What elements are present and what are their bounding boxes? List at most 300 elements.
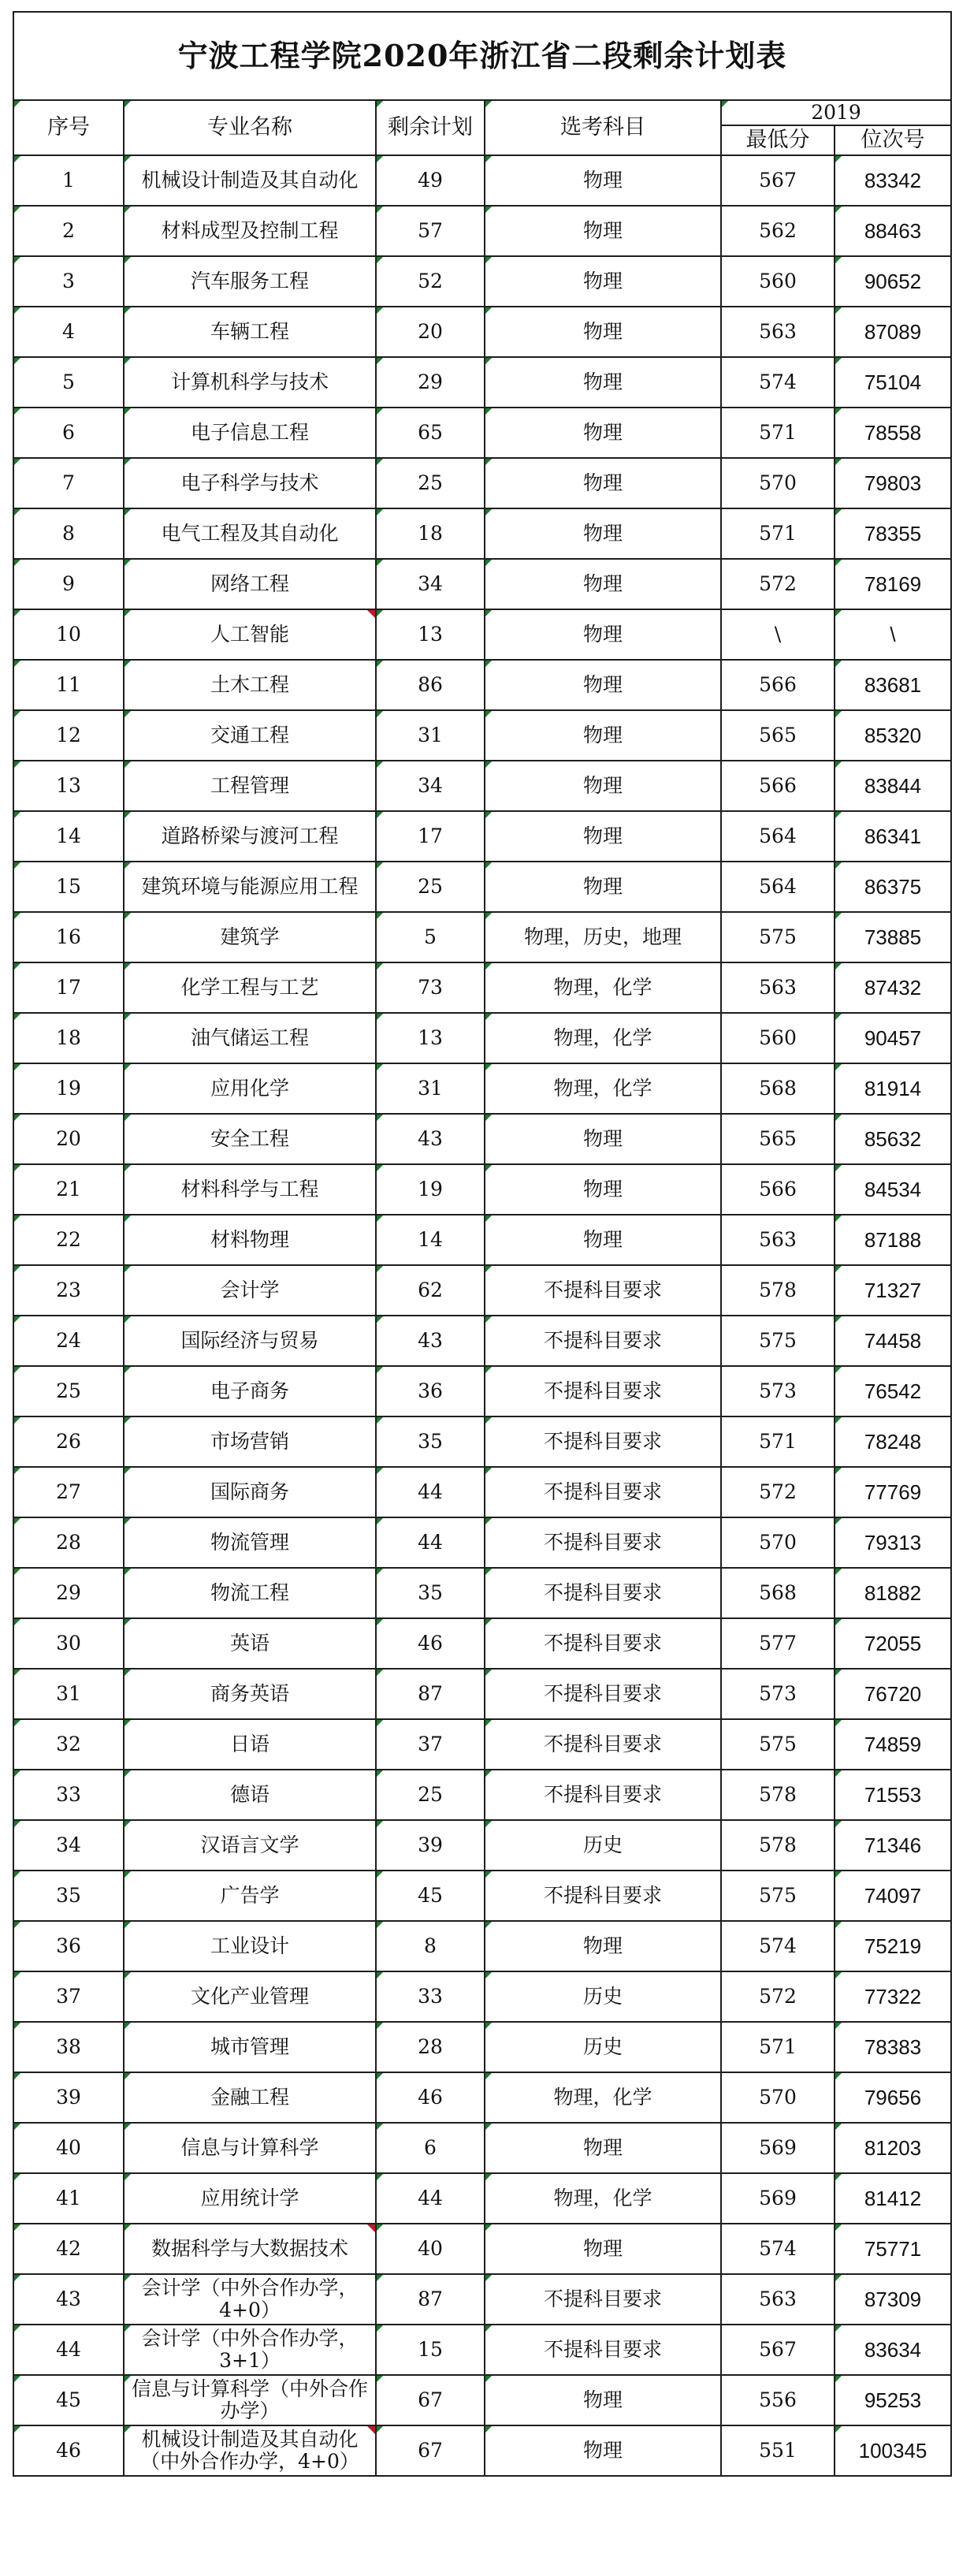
table-row: [13, 1164, 951, 1215]
row-index: 27: [13, 1467, 124, 1517]
row-rank: 90652: [835, 256, 951, 307]
row-plan: 39: [376, 1820, 485, 1871]
row-plan: 36: [376, 1366, 485, 1416]
row-major: 电子信息工程: [124, 408, 376, 458]
row-rank: 83342: [835, 155, 951, 206]
row-plan: 34: [376, 559, 485, 609]
row-major: 道路桥梁与渡河工程: [124, 811, 376, 862]
header-year: 2019: [721, 100, 951, 125]
row-index: 20: [13, 1114, 124, 1164]
row-plan: 25: [376, 458, 485, 508]
row-rank: 77322: [835, 1971, 951, 2022]
row-major: 应用化学: [124, 1063, 376, 1114]
row-plan: 57: [376, 206, 485, 256]
remaining-plan-sheet: [13, 11, 950, 2477]
row-major: 会计学（中外合作办学，4+0）: [124, 2274, 376, 2325]
row-subjects: 不提科目要求: [485, 2325, 721, 2375]
row-subjects: 物理: [485, 2123, 721, 2173]
row-index: 37: [13, 1971, 124, 2022]
header-major: 专业名称: [124, 100, 376, 155]
row-rank: 90457: [835, 1013, 951, 1063]
row-major: 英语: [124, 1618, 376, 1669]
row-min-score: 575: [721, 1316, 835, 1366]
row-rank: 81882: [835, 1568, 951, 1618]
row-subjects: 物理，化学: [485, 1013, 721, 1063]
row-rank: 76542: [835, 1366, 951, 1416]
row-plan: 28: [376, 2022, 485, 2072]
row-major: 建筑学: [124, 912, 376, 962]
row-index: 31: [13, 1669, 124, 1719]
row-plan: 34: [376, 761, 485, 811]
row-plan: 31: [376, 1063, 485, 1114]
row-index: 24: [13, 1316, 124, 1366]
row-subjects: 历史: [485, 1971, 721, 2022]
row-rank: 81203: [835, 2123, 951, 2173]
row-subjects: 物理: [485, 1921, 721, 1971]
row-index: 14: [13, 811, 124, 862]
row-subjects: 物理: [485, 811, 721, 862]
row-min-score: 572: [721, 1467, 835, 1517]
row-min-score: 572: [721, 559, 835, 609]
row-plan: 15: [376, 2325, 485, 2375]
row-subjects: 物理: [485, 761, 721, 811]
row-index: 7: [13, 458, 124, 508]
table-row: [13, 2123, 951, 2173]
row-major: 广告学: [124, 1871, 376, 1921]
row-rank: 83681: [835, 660, 951, 710]
row-subjects: 物理: [485, 458, 721, 508]
row-min-score: 574: [721, 2224, 835, 2274]
row-rank: 74458: [835, 1316, 951, 1366]
row-index: 9: [13, 559, 124, 609]
row-plan: 18: [376, 508, 485, 559]
row-min-score: 560: [721, 256, 835, 307]
row-rank: 81914: [835, 1063, 951, 1114]
row-major: 安全工程: [124, 1114, 376, 1164]
table-row: [13, 1063, 951, 1114]
row-min-score: 570: [721, 2072, 835, 2123]
row-min-score: 575: [721, 912, 835, 962]
row-min-score: 571: [721, 1416, 835, 1467]
row-rank: \: [835, 609, 951, 660]
table-row: [13, 1517, 951, 1568]
row-subjects: 物理: [485, 2224, 721, 2274]
table-row: [13, 1316, 951, 1366]
row-major: 国际商务: [124, 1467, 376, 1517]
row-rank: 85320: [835, 710, 951, 761]
row-subjects: 不提科目要求: [485, 1719, 721, 1770]
row-plan: 37: [376, 1719, 485, 1770]
row-min-score: 563: [721, 1215, 835, 1265]
table-row: [13, 1921, 951, 1971]
row-subjects: 物理: [485, 256, 721, 307]
row-major: 会计学（中外合作办学，3+1）: [124, 2325, 376, 2375]
row-major: 建筑环境与能源应用工程: [124, 862, 376, 912]
row-min-score: 574: [721, 1921, 835, 1971]
header-index: 序号: [13, 100, 124, 155]
row-plan: 20: [376, 307, 485, 357]
row-plan: 49: [376, 155, 485, 206]
row-min-score: 556: [721, 2375, 835, 2425]
table-row: [13, 256, 951, 307]
table-row: [13, 1568, 951, 1618]
row-subjects: 物理: [485, 862, 721, 912]
row-index: 10: [13, 609, 124, 660]
row-min-score: 571: [721, 2022, 835, 2072]
table-row: [13, 1770, 951, 1820]
row-index: 6: [13, 408, 124, 458]
row-plan: 44: [376, 1467, 485, 1517]
row-major: 土木工程: [124, 660, 376, 710]
row-min-score: 567: [721, 155, 835, 206]
row-min-score: 551: [721, 2425, 835, 2476]
row-min-score: 575: [721, 1719, 835, 1770]
row-rank: 79803: [835, 458, 951, 508]
table-row: [13, 508, 951, 559]
row-subjects: 物理，历史，地理: [485, 912, 721, 962]
row-rank: 78169: [835, 559, 951, 609]
row-major: 会计学: [124, 1265, 376, 1316]
table-row: [13, 2224, 951, 2274]
row-major: 人工智能: [124, 609, 376, 660]
row-rank: 83634: [835, 2325, 951, 2375]
row-major: 汉语言文学: [124, 1820, 376, 1871]
row-index: 21: [13, 1164, 124, 1215]
row-min-score: 567: [721, 2325, 835, 2375]
table-row: [13, 1013, 951, 1063]
row-plan: 86: [376, 660, 485, 710]
row-major: 文化产业管理: [124, 1971, 376, 2022]
table-row: [13, 609, 951, 660]
row-subjects: 物理: [485, 1215, 721, 1265]
row-major: 应用统计学: [124, 2173, 376, 2224]
header-plan: 剩余计划: [376, 100, 485, 155]
row-index: 34: [13, 1820, 124, 1871]
row-index: 28: [13, 1517, 124, 1568]
row-min-score: 563: [721, 307, 835, 357]
row-plan: 19: [376, 1164, 485, 1215]
row-subjects: 物理: [485, 408, 721, 458]
row-rank: 95253: [835, 2375, 951, 2425]
row-rank: 86341: [835, 811, 951, 862]
row-index: 39: [13, 2072, 124, 2123]
table-row: [13, 1820, 951, 1871]
row-rank: 79656: [835, 2072, 951, 2123]
row-rank: 72055: [835, 1618, 951, 1669]
table-row: [13, 660, 951, 710]
row-index: 41: [13, 2173, 124, 2224]
row-index: 30: [13, 1618, 124, 1669]
row-min-score: 566: [721, 1164, 835, 1215]
row-rank: 84534: [835, 1164, 951, 1215]
row-rank: 79313: [835, 1517, 951, 1568]
row-min-score: 573: [721, 1669, 835, 1719]
row-plan: 35: [376, 1568, 485, 1618]
row-index: 11: [13, 660, 124, 710]
row-subjects: 物理，化学: [485, 2173, 721, 2224]
row-plan: 46: [376, 2072, 485, 2123]
row-subjects: 物理: [485, 155, 721, 206]
row-major: 国际经济与贸易: [124, 1316, 376, 1366]
row-index: 40: [13, 2123, 124, 2173]
row-min-score: 569: [721, 2173, 835, 2224]
row-index: 12: [13, 710, 124, 761]
table-row: [13, 1366, 951, 1416]
row-min-score: 565: [721, 1114, 835, 1164]
row-plan: 33: [376, 1971, 485, 2022]
header-min-score: 最低分: [721, 125, 835, 155]
row-min-score: 568: [721, 1568, 835, 1618]
row-major: 工程管理: [124, 761, 376, 811]
table-row: [13, 2325, 951, 2375]
row-rank: 88463: [835, 206, 951, 256]
table-row: [13, 357, 951, 408]
table-row: [13, 1114, 951, 1164]
table-row: [13, 862, 951, 912]
row-min-score: 564: [721, 862, 835, 912]
row-plan: 5: [376, 912, 485, 962]
row-subjects: 不提科目要求: [485, 1467, 721, 1517]
row-major: 市场营销: [124, 1416, 376, 1467]
table-row: [13, 408, 951, 458]
row-index: 1: [13, 155, 124, 206]
row-min-score: 564: [721, 811, 835, 862]
row-subjects: 物理，化学: [485, 1063, 721, 1114]
row-min-score: 574: [721, 357, 835, 408]
row-rank: 71346: [835, 1820, 951, 1871]
row-plan: 43: [376, 1114, 485, 1164]
plan-table: [13, 11, 952, 2477]
row-plan: 35: [376, 1416, 485, 1467]
row-subjects: 不提科目要求: [485, 1871, 721, 1921]
table-row: [13, 2274, 951, 2325]
row-rank: 78383: [835, 2022, 951, 2072]
row-index: 8: [13, 508, 124, 559]
row-min-score: 566: [721, 660, 835, 710]
table-row: [13, 710, 951, 761]
row-rank: 75219: [835, 1921, 951, 1971]
row-plan: 31: [376, 710, 485, 761]
row-subjects: 物理，化学: [485, 962, 721, 1013]
row-index: 3: [13, 256, 124, 307]
row-index: 46: [13, 2425, 124, 2476]
table-row: [13, 962, 951, 1013]
row-subjects: 历史: [485, 1820, 721, 1871]
row-subjects: 不提科目要求: [485, 1517, 721, 1568]
row-major: 德语: [124, 1770, 376, 1820]
row-index: 36: [13, 1921, 124, 1971]
row-min-score: 560: [721, 1013, 835, 1063]
row-subjects: 不提科目要求: [485, 1669, 721, 1719]
row-subjects: 不提科目要求: [485, 1416, 721, 1467]
row-index: 42: [13, 2224, 124, 2274]
row-plan: 44: [376, 1517, 485, 1568]
row-plan: 25: [376, 862, 485, 912]
row-major: 电子科学与技术: [124, 458, 376, 508]
row-index: 45: [13, 2375, 124, 2425]
row-subjects: 历史: [485, 2022, 721, 2072]
row-index: 38: [13, 2022, 124, 2072]
row-plan: 62: [376, 1265, 485, 1316]
row-plan: 43: [376, 1316, 485, 1366]
row-plan: 25: [376, 1770, 485, 1820]
header-rank: 位次号: [835, 125, 951, 155]
table-row: [13, 1215, 951, 1265]
row-min-score: 578: [721, 1770, 835, 1820]
row-subjects: 物理: [485, 609, 721, 660]
row-min-score: 571: [721, 508, 835, 559]
row-subjects: 物理: [485, 1164, 721, 1215]
row-index: 17: [13, 962, 124, 1013]
row-subjects: 物理: [485, 2375, 721, 2425]
row-major: 电子商务: [124, 1366, 376, 1416]
row-major: 日语: [124, 1719, 376, 1770]
row-subjects: 不提科目要求: [485, 1265, 721, 1316]
row-rank: 74859: [835, 1719, 951, 1770]
table-row: [13, 1416, 951, 1467]
row-index: 25: [13, 1366, 124, 1416]
row-plan: 6: [376, 2123, 485, 2173]
row-subjects: 不提科目要求: [485, 1316, 721, 1366]
row-plan: 67: [376, 2375, 485, 2425]
row-index: 13: [13, 761, 124, 811]
row-index: 26: [13, 1416, 124, 1467]
row-plan: 45: [376, 1871, 485, 1921]
row-rank: 87309: [835, 2274, 951, 2325]
row-min-score: 570: [721, 458, 835, 508]
row-major: 计算机科学与技术: [124, 357, 376, 408]
row-subjects: 物理: [485, 508, 721, 559]
row-index: 35: [13, 1871, 124, 1921]
row-plan: 67: [376, 2425, 485, 2476]
table-row: [13, 1971, 951, 2022]
table-row: [13, 2425, 951, 2476]
row-subjects: 不提科目要求: [485, 1568, 721, 1618]
table-row: [13, 2022, 951, 2072]
row-min-score: 565: [721, 710, 835, 761]
row-major: 化学工程与工艺: [124, 962, 376, 1013]
row-major: 车辆工程: [124, 307, 376, 357]
row-min-score: 578: [721, 1820, 835, 1871]
row-major: 信息与计算科学: [124, 2123, 376, 2173]
row-rank: 86375: [835, 862, 951, 912]
row-plan: 14: [376, 1215, 485, 1265]
row-major: 城市管理: [124, 2022, 376, 2072]
row-plan: 87: [376, 1669, 485, 1719]
table-title: 宁波工程学院2020年浙江省二段剩余计划表: [13, 12, 951, 100]
row-plan: 65: [376, 408, 485, 458]
table-row: [13, 761, 951, 811]
row-major: 油气储运工程: [124, 1013, 376, 1063]
row-rank: 100345: [835, 2425, 951, 2476]
row-index: 44: [13, 2325, 124, 2375]
row-min-score: 563: [721, 2274, 835, 2325]
row-index: 18: [13, 1013, 124, 1063]
table-row: [13, 307, 951, 357]
table-row: [13, 1871, 951, 1921]
row-index: 23: [13, 1265, 124, 1316]
table-row: [13, 912, 951, 962]
row-rank: 85632: [835, 1114, 951, 1164]
row-min-score: 573: [721, 1366, 835, 1416]
row-major: 商务英语: [124, 1669, 376, 1719]
row-index: 43: [13, 2274, 124, 2325]
table-row: [13, 2173, 951, 2224]
row-min-score: 572: [721, 1971, 835, 2022]
row-subjects: 物理: [485, 357, 721, 408]
row-subjects: 不提科目要求: [485, 2274, 721, 2325]
row-subjects: 物理: [485, 660, 721, 710]
table-row: [13, 206, 951, 256]
row-major: 电气工程及其自动化: [124, 508, 376, 559]
row-subjects: 物理: [485, 559, 721, 609]
row-major: 金融工程: [124, 2072, 376, 2123]
row-index: 33: [13, 1770, 124, 1820]
row-rank: 75104: [835, 357, 951, 408]
row-rank: 76720: [835, 1669, 951, 1719]
row-rank: 71327: [835, 1265, 951, 1316]
row-min-score: \: [721, 609, 835, 660]
header-subjects: 选考科目: [485, 100, 721, 155]
row-subjects: 不提科目要求: [485, 1770, 721, 1820]
table-row: [13, 2072, 951, 2123]
row-index: 29: [13, 1568, 124, 1618]
row-index: 16: [13, 912, 124, 962]
row-rank: 78558: [835, 408, 951, 458]
row-major: 材料物理: [124, 1215, 376, 1265]
row-rank: 87432: [835, 962, 951, 1013]
row-rank: 78355: [835, 508, 951, 559]
row-min-score: 571: [721, 408, 835, 458]
row-rank: 83844: [835, 761, 951, 811]
row-plan: 46: [376, 1618, 485, 1669]
row-major: 信息与计算科学（中外合作办学）: [124, 2375, 376, 2425]
table-row: [13, 458, 951, 508]
row-subjects: 物理: [485, 2425, 721, 2476]
row-rank: 77769: [835, 1467, 951, 1517]
row-index: 22: [13, 1215, 124, 1265]
row-plan: 29: [376, 357, 485, 408]
table-body: [13, 155, 951, 2476]
row-plan: 8: [376, 1921, 485, 1971]
row-min-score: 577: [721, 1618, 835, 1669]
row-subjects: 物理，化学: [485, 2072, 721, 2123]
row-subjects: 不提科目要求: [485, 1366, 721, 1416]
row-rank: 71553: [835, 1770, 951, 1820]
table-row: [13, 2375, 951, 2425]
row-rank: 81412: [835, 2173, 951, 2224]
row-major: 工业设计: [124, 1921, 376, 1971]
table-row: [13, 1618, 951, 1669]
row-rank: 87188: [835, 1215, 951, 1265]
row-major: 物流工程: [124, 1568, 376, 1618]
row-plan: 13: [376, 609, 485, 660]
table-row: [13, 559, 951, 609]
row-plan: 40: [376, 2224, 485, 2274]
row-plan: 44: [376, 2173, 485, 2224]
row-plan: 52: [376, 256, 485, 307]
row-index: 15: [13, 862, 124, 912]
table-row: [13, 1467, 951, 1517]
table-row: [13, 1265, 951, 1316]
row-rank: 87089: [835, 307, 951, 357]
row-major: 物流管理: [124, 1517, 376, 1568]
row-min-score: 566: [721, 761, 835, 811]
row-min-score: 563: [721, 962, 835, 1013]
row-rank: 78248: [835, 1416, 951, 1467]
row-rank: 74097: [835, 1871, 951, 1921]
table-row: [13, 1719, 951, 1770]
